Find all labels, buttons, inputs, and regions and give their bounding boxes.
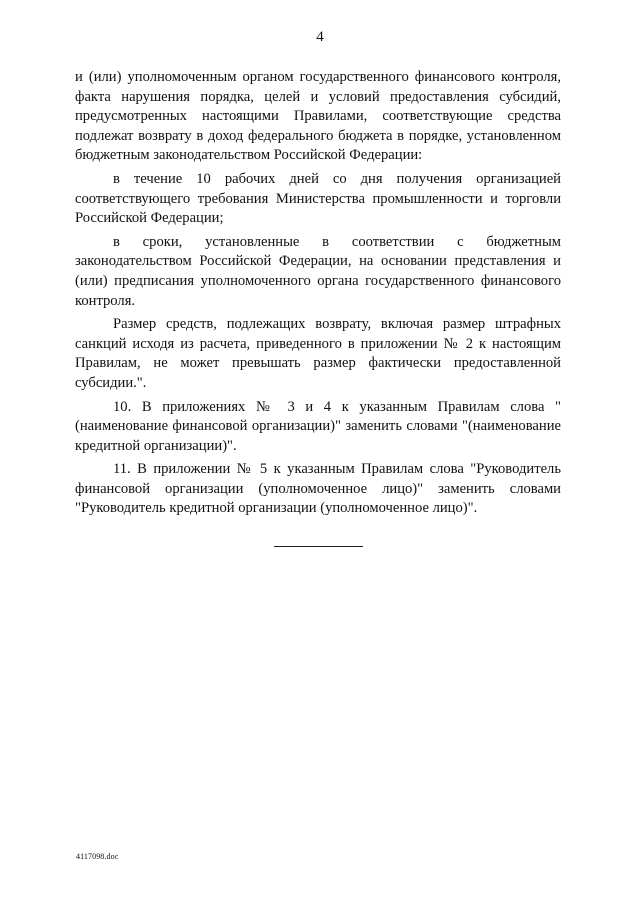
paragraph-within-10-days: в течение 10 рабочих дней со дня получения организацией соответствующего требования Министерства промышленности и торговли Российской Федерации;: [75, 170, 561, 227]
paragraph-refund-amount: Размер средств, подлежащих возврату, включая размер штрафных санкций исходя из расчета, приведенного в приложении № 2 к настоящим Правилам, не может превышать размер фактически предоставленной субсидии.".: [75, 316, 561, 391]
paragraph-within-terms: в сроки, установленные в соответствии с бюджетным законодательством Российской Федерации, на основании представления и (или) предписания уполномоченного органа государственного финансового контроля.: [75, 233, 561, 309]
paragraph-item-11: 11. В приложении № 5 к указанным Правилам слова "Руководитель финансовой организации (уполномоченное лицо)" заменить словами "Руководитель кредитной организации (уполномоченное лицо)".: [75, 461, 561, 517]
page-number: 4: [316, 29, 324, 45]
end-separator-line: [274, 546, 363, 547]
footer-filename: 4117098.doc: [76, 852, 119, 861]
paragraph-continuation: и (или) уполномоченным органом государственного финансового контроля, факта нарушения порядка, целей и условий предоставления субсидий, предусмотренных настоящими Правилами, соответствующие средства подлежат возврату в доход федерального бюджета в порядке, установленном бюджетным законодательством Российской Федерации:: [75, 69, 561, 164]
paragraph-item-10: 10. В приложениях № 3 и 4 к указанным Правилам слова "(наименование финансовой организации)" заменить словами "(наименование кредитной организации)".: [75, 398, 561, 454]
document-body: [75, 68, 561, 523]
